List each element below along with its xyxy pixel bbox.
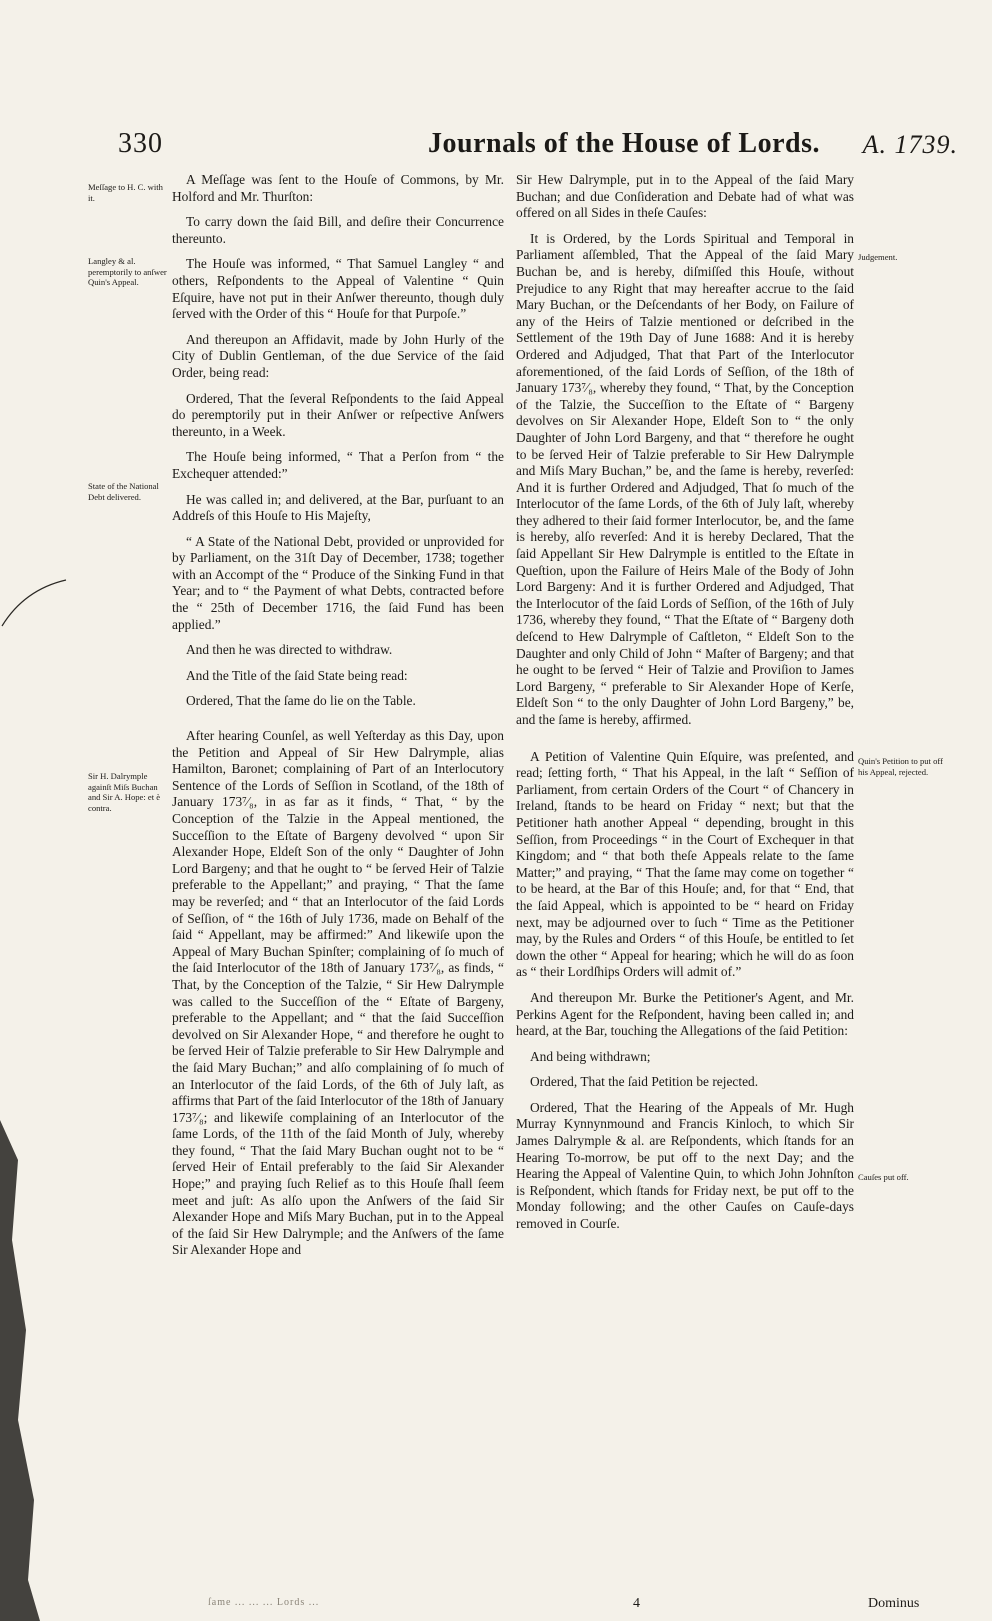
margin-note-judgement: Judgement.	[858, 252, 898, 262]
paragraph: The Houſe was informed, “ That Samuel Langley “ and others, Reſpondents to the Appeal of Valentine “ Quin Eſquire, have not put in their Anſwer thereunto, though duly ſerved with the Order of this “ Houſe for that Purpoſe.”	[172, 256, 504, 322]
footer-faint-line: ſame ... ... ... Lords ...	[208, 1597, 320, 1608]
signature-mark: 4	[633, 1596, 640, 1611]
paragraph: And being withdrawn;	[530, 1048, 651, 1064]
right-column	[516, 172, 854, 1242]
pen-stroke-mark	[0, 560, 70, 640]
scan-shadow-edge	[0, 1120, 70, 1621]
margin-note-message: Meſſage to H. C. with it.	[88, 182, 163, 203]
paragraph: And then he was directed to withdraw.	[186, 642, 393, 658]
paragraph: And thereupon Mr. Burke the Petitioner's Agent, and Mr. Perkins Agent for the Reſpondent, having been called in; and heard, at the Bar, touching the Allegations of the ſaid Petition:	[516, 989, 854, 1039]
paragraph: A Meſſage was ſent to the Houſe of Commons, by Mr. Holford and Mr. Thurſton:	[172, 172, 504, 204]
paragraph: Sir Hew Dalrymple, put in to the Appeal of the ſaid Mary Buchan; and due Conſideration and Debate had of what was offered on all Sides in theſe Cauſes:	[516, 172, 854, 221]
margin-note-causes-put-off: Cauſes put off.	[858, 1172, 909, 1182]
page-number: 330	[118, 128, 163, 159]
page-title: Journals of the House of Lords.	[428, 128, 820, 159]
catchword: Dominus	[868, 1596, 920, 1611]
paragraph: A Petition of Valentine Quin Eſquire, was preſented, and read; ſetting forth, “ That his Appeal, in the laſt “ Seſſion of Parliament, from certain Orders of the Court “ of Chancery in Ireland, ſtands to be heard on Friday “ next; but that the Petitioner hath another Appeal “ depending, brought in this Seſſion, from Proceedings “ in the Court of Exchequer in that Kingdom; and “ that both theſe Appeals relate to the ſame Matter;” and praying, “ That the ſame may come on together “ to be heard, at the Bar of this Houſe; and, for that “ End, that the ſaid Appeal, which is appointed to be “ heard on Friday next, may be adjourned over to ſuch “ Time as the Petitioner may, by the Rules and Orders “ of this Houſe, be entitled to ſet down the other “ Appeal for hearing; which he will do as ſoon as “ their Lordſhips Orders will admit of.”	[516, 748, 854, 980]
paragraph: Ordered, That the ſeveral Reſpondents to the ſaid Appeal do peremptorily put in their Anſwer or reſpective Anſwers thereunto, in a Week.	[172, 390, 504, 439]
page-header	[118, 128, 968, 168]
paragraph: The Houſe being informed, “ That a Perſon from “ the Exchequer attended:”	[172, 449, 504, 481]
paragraph: “ A State of the National Debt, provided or unprovided for by Parliament, on the 31ſt Day of December, 1738; together with an Accompt of the “ Produce of the Sinking Fund in that Year; and to “ the Payment of what Debts, contracted before the “ 25th of December 1716, the ſaid Fund has been applied.”	[172, 533, 504, 632]
margin-note-dalrymple: Sir H. Dalrymple againſt Miſs Buchan and Sir A. Hope: et è contra.	[88, 771, 161, 813]
paragraph: Ordered, That the Hearing of the Appeals of Mr. Hugh Murray Kynnynmound and Francis Kinloch, to which Sir James Dalrymple & al. are Reſpondents, which ſtands for an Hearing To-morrow, be put off to the next Day; and the Hearing the Appeal of Valentine Quin, to which John Johnſton is Reſpondent, which ſtands for Friday next, be put off to the Monday following; and the other Cauſes on Cauſe-days removed in Courſe.	[516, 1099, 854, 1232]
paragraph: Ordered, That the ſame do lie on the Table.	[186, 693, 416, 709]
paragraph: Ordered, That the ſaid Petition be rejected.	[530, 1074, 759, 1090]
margin-note-quin-petition: Quin's Petition to put off his Appeal, rejected.	[858, 756, 943, 777]
paragraph: To carry down the ſaid Bill, and deſire their Concurrence thereunto.	[172, 214, 504, 246]
paragraph: After hearing Counſel, as well Yeſterday as this Day, upon the Petition and Appeal of Sir Hew Dalrymple, alias Hamilton, Baronet; complaining of Part of an Interlocutory Sentence of the Lords of Seſſion in Scotland, of the 18th of January 173⁷⁄₈, in as far as it finds, “ That, “ by the Conception of the Talzie in the Appeal mentioned, the Succeſſion to the Eſtate of Bargeny devolved “ upon Sir Alexander Hope, Eldeſt Son of the only “ Daughter of John Lord Bargeny; and that he ought to “ be ſerved Heir of Talzie preferable to the Appellant;” and praying, “ That the ſame may be reverſed; and “ that an Interlocutor of the ſaid Lords of Seſſion, of “ the 16th of July 1736, made on Behalf of the ſaid “ Appellant, may be affirmed:” And likewiſe upon the Appeal of Mary Buchan Spinſter; complaining of ſo much of the ſaid Interlocutor of the 18th of January 173⁷⁄₈, as finds, “ That, by the Conception of the Talzie, “ Sir Hew Dalrymple was called to the Succeſſion of the “ Eſtate of Bargeny, preferable to the Appellant; and “ that the ſaid Succeſſion devolved on Sir Alexander Hope, “ and therefore he ought to be ſerved Heir of Talzie preferable to Sir Hew Dalrymple and the ſaid Mary Buchan;” and alſo complaining of ſo much of an Interlocutor of the ſaid Lords, of the 6th of July laſt, as affirms that Part of the ſaid Interlocutor of the 18th of January 173⁷⁄₈; and likewiſe complaining of an Interlocutor of the ſame Lords, of the 11th of the ſaid Month of July, whereby they found, “ That the ſaid Mary Buchan ought not to be “ ſerved Heir of Entail preferably to the ſaid Sir Alexander Hope;” and praying ſuch Relief as to this Houſe ſhall ſeem meet and juſt: As alſo upon the Anſwers of the ſaid Sir Alexander Hope and Miſs Mary Buchan, put in to the Appeal of the ſaid Sir Hew Dalrymple; and the Anſwers of the ſame Sir Alexander Hope and	[172, 728, 504, 1258]
page-year: A. 1739.	[862, 130, 958, 159]
paragraph: He was called in; and delivered, at the Bar, purſuant to an Addreſs of this Houſe to His Majeſty,	[172, 491, 504, 524]
paragraph: It is Ordered, by the Lords Spiritual and Temporal in Parliament aſſembled, That the Appeal of the ſaid Mary Buchan be, and is hereby, diſmiſſed this Houſe, without Prejudice to any Right that may hereafter accrue to the ſaid Mary Buchan, or the Deſcendants of her Body, on Failure of any of the Heirs of Talzie mentioned or deſcribed in the Settlement of the 19th Day of June 1688: And it is hereby Ordered and Adjudged, That that Part of the Interlocutor aforementioned, of the ſaid Lords of Seſſion, of the 18th of January 173⁷⁄₈, whereby they found, “ That, by the Conception of the Talzie, the Succeſſion to the Eſtate of “ Bargeny devolves on Sir Alexander Hope, Eldeſt Son to “ the only Daughter of John Lord Bargeny, and that “ therefore he ought to be ſerved Heir of Talzie preferable to Sir Hew Dalrymple and Miſs Mary Buchan,” be, and the ſame is hereby, reverſed: And it is further Ordered and Adjudged, That ſo much of the Interlocutor of the ſame Lords, of the 6th of July laſt, whereby they adhered to their ſaid former Interlocutor, be, and the ſame is hereby, alſo reverſed: And it is hereby Declared, That the ſaid Appellant Sir Hew Dalrymple is entitled to the Eſtate in Queſtion, upon the Failure of Heirs Male of the Body of John Lord Bargeny: And it is further Ordered and Adjudged, That the Interlocutor of the ſaid Lords of Seſſion, of the 16th of July 1736, whereby they found, “ That the Eſtate of “ Bargeny doth deſcend to Hew Dalrymple of Caſtleton, “ Eldeſt Son to the Daughter and only Child of John “ Maſter of Bargeny; and that he ought to be ſerved “ Heir of Talzie and Proviſion to James Lord Bargeny, “ preferable to Sir Alexander Hope of Kerſe, Eldeſt Son “ to the only Daughter of John Lord Bargeny,” be, and the ſame is hereby, affirmed.	[516, 230, 854, 727]
paragraph: And the Title of the ſaid State being read:	[186, 667, 408, 683]
margin-note-langley: Langley & al. peremptorily to anſwer Quin's Appeal.	[88, 256, 167, 288]
paragraph: And thereupon an Affidavit, made by John Hurly of the City of Dublin Gentleman, of the due Service of the ſaid Order, being read:	[172, 331, 504, 380]
margin-note-national-debt: State of the National Debt delivered.	[88, 481, 159, 502]
left-column	[172, 172, 504, 1268]
